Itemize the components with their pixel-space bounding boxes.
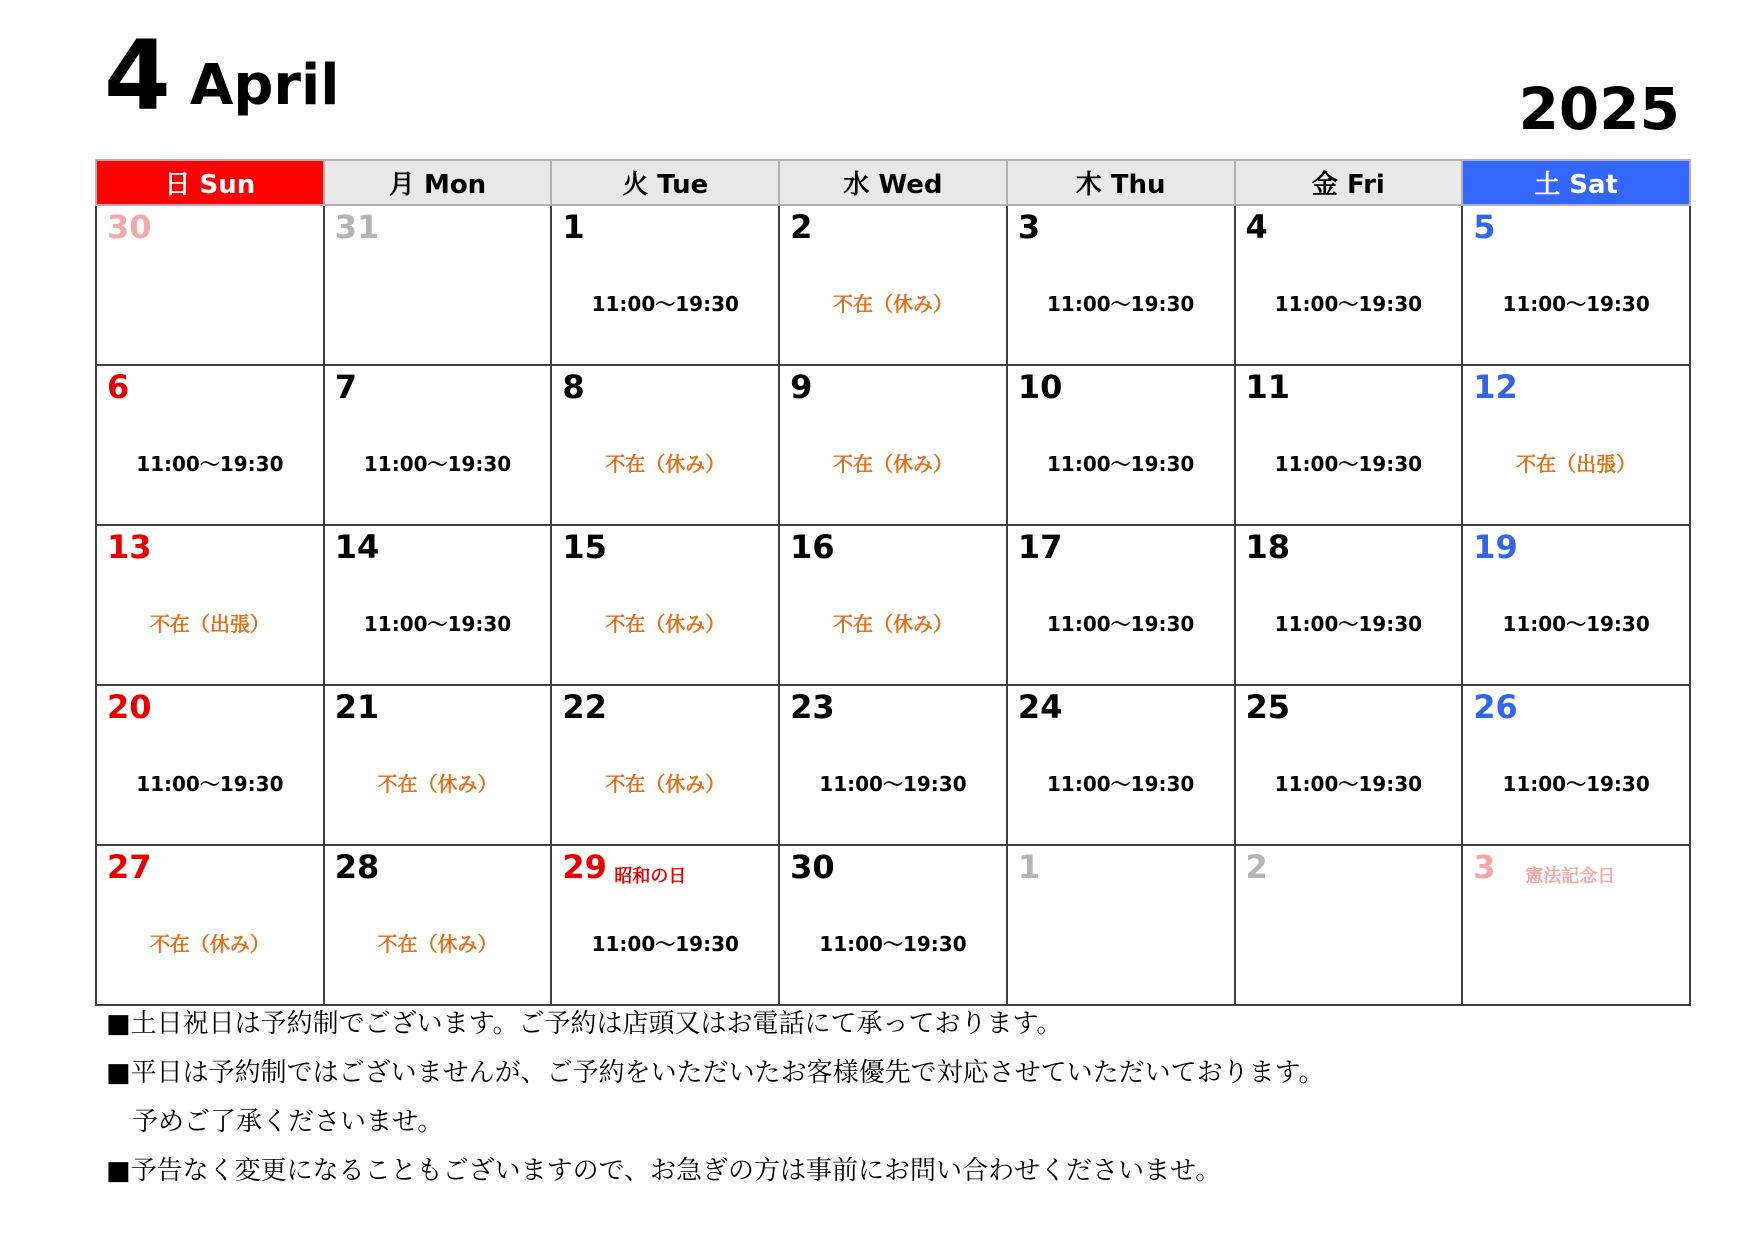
day-number: 29: [562, 848, 607, 886]
day-cell: [324, 525, 552, 685]
absence-label: 不在（休み）: [377, 932, 498, 956]
day-cell: [779, 365, 1007, 525]
day-cell: [551, 205, 779, 365]
day-number: 8: [562, 368, 585, 406]
business-hours: 11:00～19:30: [1274, 452, 1423, 476]
day-cell: [1007, 205, 1235, 365]
month-name: April: [190, 53, 340, 118]
business-hours: 11:00～19:30: [1047, 452, 1195, 476]
week-row: [96, 525, 1690, 685]
week-row: [96, 205, 1690, 365]
day-number: 2: [1245, 848, 1268, 886]
day-cell: [324, 205, 552, 365]
day-cell: [1235, 205, 1463, 365]
day-number: 4: [1245, 208, 1268, 246]
day-number: 22: [562, 688, 607, 726]
day-number: 1: [562, 208, 585, 246]
day-cell: [1462, 845, 1690, 1005]
weekday-header-sun: 日 Sun: [96, 160, 324, 205]
weekday-header-row: [96, 160, 1690, 205]
day-cell: [96, 365, 324, 525]
day-cell: [324, 685, 552, 845]
day-cell: [1007, 845, 1235, 1005]
business-hours: 11:00～19:30: [1274, 612, 1423, 636]
day-number: 3: [1473, 848, 1496, 886]
day-number: 6: [107, 368, 130, 406]
day-cell: [551, 365, 779, 525]
day-number: 30: [107, 208, 152, 246]
day-cell: [1462, 685, 1690, 845]
absence-label: 不在（休み）: [605, 772, 726, 796]
day-cell: [1235, 365, 1463, 525]
note-line: 予めご了承くださいませ。: [132, 1107, 444, 1137]
day-number: 25: [1245, 688, 1291, 726]
note-line: ■予告なく変更になることもございますので、お急ぎの方は事前にお問い合わせくださいませ。: [106, 1156, 1222, 1186]
calendar-body: [96, 205, 1690, 1005]
day-number: 9: [790, 368, 813, 406]
weekday-header-mon: 月 Mon: [324, 160, 552, 205]
business-hours: 11:00～19:30: [1274, 292, 1423, 316]
day-cell: [1462, 205, 1690, 365]
day-cell: [324, 845, 552, 1005]
day-cell: [96, 685, 324, 845]
day-number: 12: [1473, 368, 1518, 406]
business-hours: 11:00～19:30: [1047, 292, 1195, 316]
absence-label: 不在（休み）: [832, 452, 953, 476]
day-number: 19: [1473, 528, 1518, 566]
week-row: [96, 365, 1690, 525]
day-cell: [324, 365, 552, 525]
month-number: 4: [104, 20, 171, 132]
day-number: 30: [790, 848, 835, 886]
weekday-header-thu: 木 Thu: [1007, 160, 1235, 205]
day-number: 3: [1017, 208, 1041, 246]
day-number: 10: [1017, 368, 1063, 406]
day-cell: [1235, 685, 1463, 845]
day-cell: [1462, 525, 1690, 685]
day-number: 1: [1017, 848, 1041, 886]
day-cell: [1235, 525, 1463, 685]
day-cell: [551, 845, 779, 1005]
day-number: 20: [107, 688, 152, 726]
business-hours: 11:00～19:30: [1274, 772, 1423, 796]
business-hours: 11:00～19:30: [1502, 612, 1650, 636]
day-number: 16: [790, 528, 835, 566]
day-number: 21: [334, 688, 380, 726]
weekday-header-tue: 火 Tue: [551, 160, 779, 205]
notes: [106, 1000, 1325, 1196]
absence-label: 不在（休み）: [605, 612, 726, 636]
weekday-header-sat: 土 Sat: [1462, 160, 1690, 205]
week-row: [96, 685, 1690, 845]
business-hours: 11:00～19:30: [136, 772, 284, 796]
business-hours: 11:00～19:30: [1047, 612, 1195, 636]
business-hours: 11:00～19:30: [1047, 772, 1195, 796]
absence-label: 不在（出張）: [1516, 452, 1637, 476]
day-cell: [551, 525, 779, 685]
absence-label: 不在（休み）: [377, 772, 498, 796]
business-hours: 11:00～19:30: [136, 452, 284, 476]
note-line: ■土日祝日は予約制でございます。ご予約は店頭又はお電話にて承っております。: [106, 1009, 1063, 1039]
absence-label: 不在（休み）: [605, 452, 726, 476]
day-cell: [1462, 365, 1690, 525]
day-number: 15: [562, 528, 607, 566]
day-cell: [779, 685, 1007, 845]
day-number: 7: [334, 368, 357, 406]
day-number: 14: [334, 528, 380, 566]
day-cell: [1007, 365, 1235, 525]
day-number: 2: [790, 208, 813, 246]
week-row: [96, 845, 1690, 1005]
absence-label: 不在（出張）: [149, 612, 270, 636]
day-number: 11: [1245, 368, 1291, 406]
business-hours: 11:00～19:30: [819, 932, 967, 956]
business-hours: 11:00～19:30: [1502, 772, 1650, 796]
day-number: 23: [790, 688, 835, 726]
day-number: 13: [107, 528, 152, 566]
day-number: 18: [1245, 528, 1291, 566]
calendar-grid: [95, 159, 1691, 1006]
day-cell: [551, 685, 779, 845]
weekday-header-wed: 水 Wed: [779, 160, 1007, 205]
note-line: ■平日は予約制ではございませんが、ご予約をいただいたお客様優先で対応させていただいております。: [106, 1058, 1325, 1088]
day-cell: [779, 845, 1007, 1005]
business-hours: 11:00～19:30: [363, 452, 512, 476]
absence-label: 不在（休み）: [149, 932, 270, 956]
business-hours: 11:00～19:30: [591, 292, 739, 316]
holiday-label: 憲法記念日: [1525, 866, 1616, 887]
day-cell: [1235, 845, 1463, 1005]
day-number: 31: [334, 208, 380, 246]
day-cell: [96, 525, 324, 685]
year: 2025: [1518, 75, 1680, 143]
day-number: 26: [1473, 688, 1518, 726]
absence-label: 不在（休み）: [832, 292, 953, 316]
business-hours: 11:00～19:30: [819, 772, 967, 796]
day-cell: [779, 205, 1007, 365]
day-number: 24: [1017, 688, 1063, 726]
day-cell: [96, 205, 324, 365]
day-number: 28: [334, 848, 380, 886]
day-cell: [96, 845, 324, 1005]
day-number: 27: [107, 848, 152, 886]
day-number: 5: [1473, 208, 1496, 246]
business-hours: 11:00～19:30: [591, 932, 739, 956]
business-hours: 11:00～19:30: [1502, 292, 1650, 316]
weekday-header-fri: 金 Fri: [1235, 160, 1463, 205]
holiday-label: 昭和の日: [614, 866, 687, 887]
day-cell: [1007, 685, 1235, 845]
day-number: 17: [1017, 528, 1063, 566]
day-cell: [779, 525, 1007, 685]
day-cell: [1007, 525, 1235, 685]
absence-label: 不在（休み）: [832, 612, 953, 636]
business-hours: 11:00～19:30: [363, 612, 512, 636]
